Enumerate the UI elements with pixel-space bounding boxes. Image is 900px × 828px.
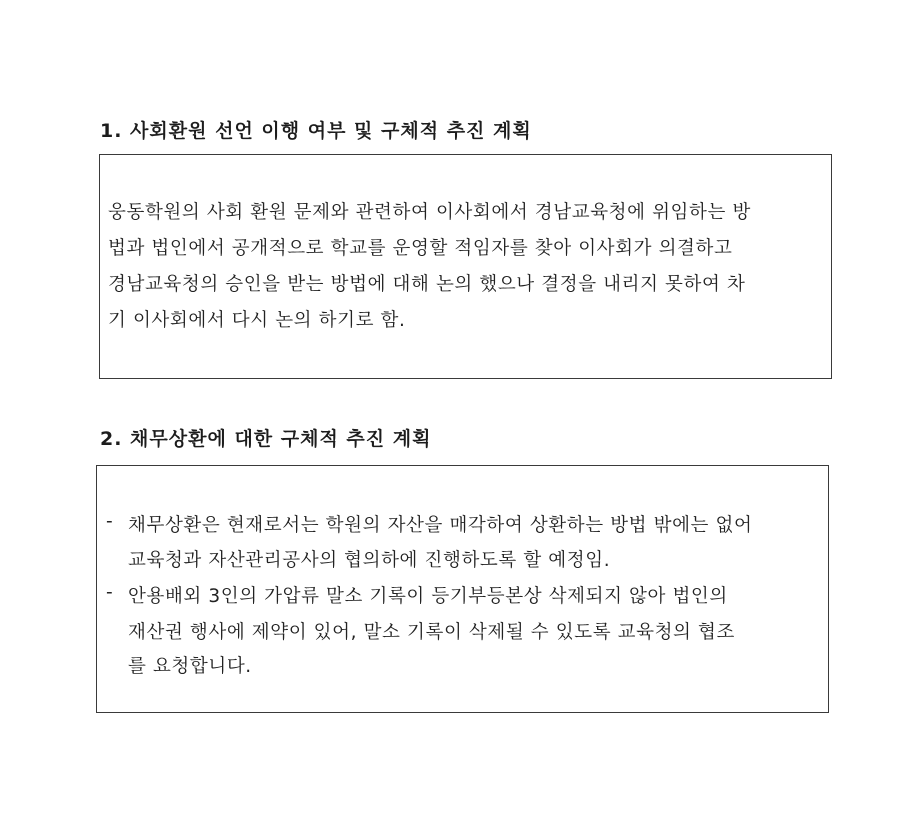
section-1-heading: 1. 사회환원 선언 이행 여부 및 구체적 추진 계획	[100, 120, 532, 142]
section-1-text-line: 법과 법인에서 공개적으로 학교를 운영할 적임자를 찾아 이사회가 의결하고	[108, 238, 733, 259]
bullet-1-marker: -	[106, 511, 113, 532]
bullet-2-text-line: 를 요청합니다.	[128, 656, 252, 677]
bullet-2-text-line: 재산권 행사에 제약이 있어, 말소 기록이 삭제될 수 있도록 교육청의 협조	[128, 622, 735, 643]
section-1-box	[99, 154, 832, 379]
section-1-text-line: 경남교육청의 승인을 받는 방법에 대해 논의 했으나 결정을 내리지 못하여 차	[108, 274, 746, 295]
section-2-heading: 2. 채무상환에 대한 구체적 추진 계획	[100, 428, 432, 450]
bullet-2-marker: -	[106, 582, 113, 603]
bullet-1-text-line: 채무상환은 현재로서는 학원의 자산을 매각하여 상환하는 방법 밖에는 없어	[128, 515, 753, 536]
bullet-2-text-line: 안용배외 3인의 가압류 말소 기록이 등기부등본상 삭제되지 않아 법인의	[128, 586, 728, 607]
section-1-text-line: 기 이사회에서 다시 논의 하기로 함.	[108, 310, 406, 331]
bullet-1-text-line: 교육청과 자산관리공사의 협의하에 진행하도록 할 예정임.	[128, 550, 611, 571]
section-1-text-line: 웅동학원의 사회 환원 문제와 관련하여 이사회에서 경남교육청에 위임하는 방	[108, 202, 751, 223]
